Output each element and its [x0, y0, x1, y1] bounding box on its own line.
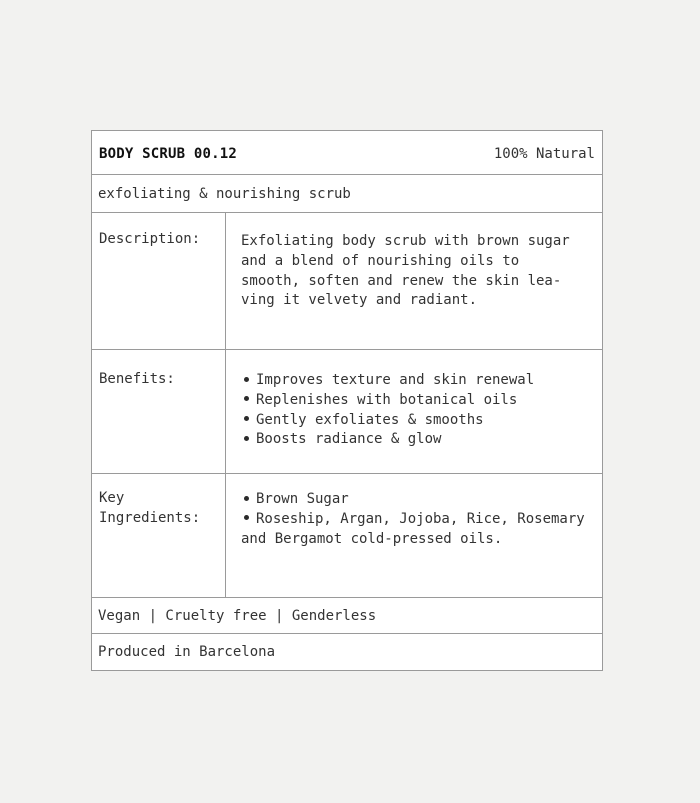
ingredients-list	[241, 490, 596, 549]
list-item	[241, 430, 596, 450]
natural-claim: 100% Natural	[493, 145, 595, 162]
bullet-icon	[244, 377, 249, 382]
benefit-text: Replenishes with botanical oils	[256, 391, 518, 408]
description-section	[92, 213, 602, 350]
ingredients-section	[92, 474, 602, 598]
list-item	[241, 510, 596, 550]
description-body: Exfoliating body scrub with brown sugar and a blend of nourishing oils to smooth, soften and renew the skin lea-ving it velvety and radiant.	[241, 233, 570, 309]
benefits-list-container	[226, 350, 602, 473]
description-label: Description:	[92, 213, 226, 349]
benefit-text: Gently exfoliates & smooths	[256, 411, 484, 428]
benefits-list	[241, 371, 596, 450]
benefits-section	[92, 350, 602, 474]
label-header	[92, 131, 602, 175]
claims-line: Vegan | Cruelty free | Genderless	[92, 598, 602, 634]
bullet-icon	[244, 396, 249, 401]
bullet-icon	[244, 416, 249, 421]
ingredient-text: Brown Sugar	[256, 491, 349, 507]
benefits-label: Benefits:	[92, 350, 226, 473]
bullet-icon	[244, 496, 249, 501]
product-subtitle: exfoliating & nourishing scrub	[92, 175, 602, 213]
ingredients-label: Key Ingredients:	[92, 474, 226, 597]
list-item	[241, 411, 596, 431]
list-item	[241, 391, 596, 411]
bullet-icon	[244, 436, 249, 441]
product-label-card	[91, 130, 603, 671]
origin-line: Produced in Barcelona	[98, 644, 276, 660]
list-item	[241, 490, 596, 510]
ingredients-list-container	[226, 474, 602, 597]
product-name: BODY SCRUB 00.12	[99, 145, 238, 162]
benefit-text: Boosts radiance & glow	[256, 431, 442, 448]
description-text	[226, 213, 602, 349]
ingredient-text: Roseship, Argan, Jojoba, Rice, Rosemary and Bergamot cold-pressed oils.	[241, 510, 585, 547]
list-item	[241, 371, 596, 391]
benefit-text: Improves texture and skin renewal	[256, 372, 535, 388]
bullet-icon	[244, 515, 249, 520]
